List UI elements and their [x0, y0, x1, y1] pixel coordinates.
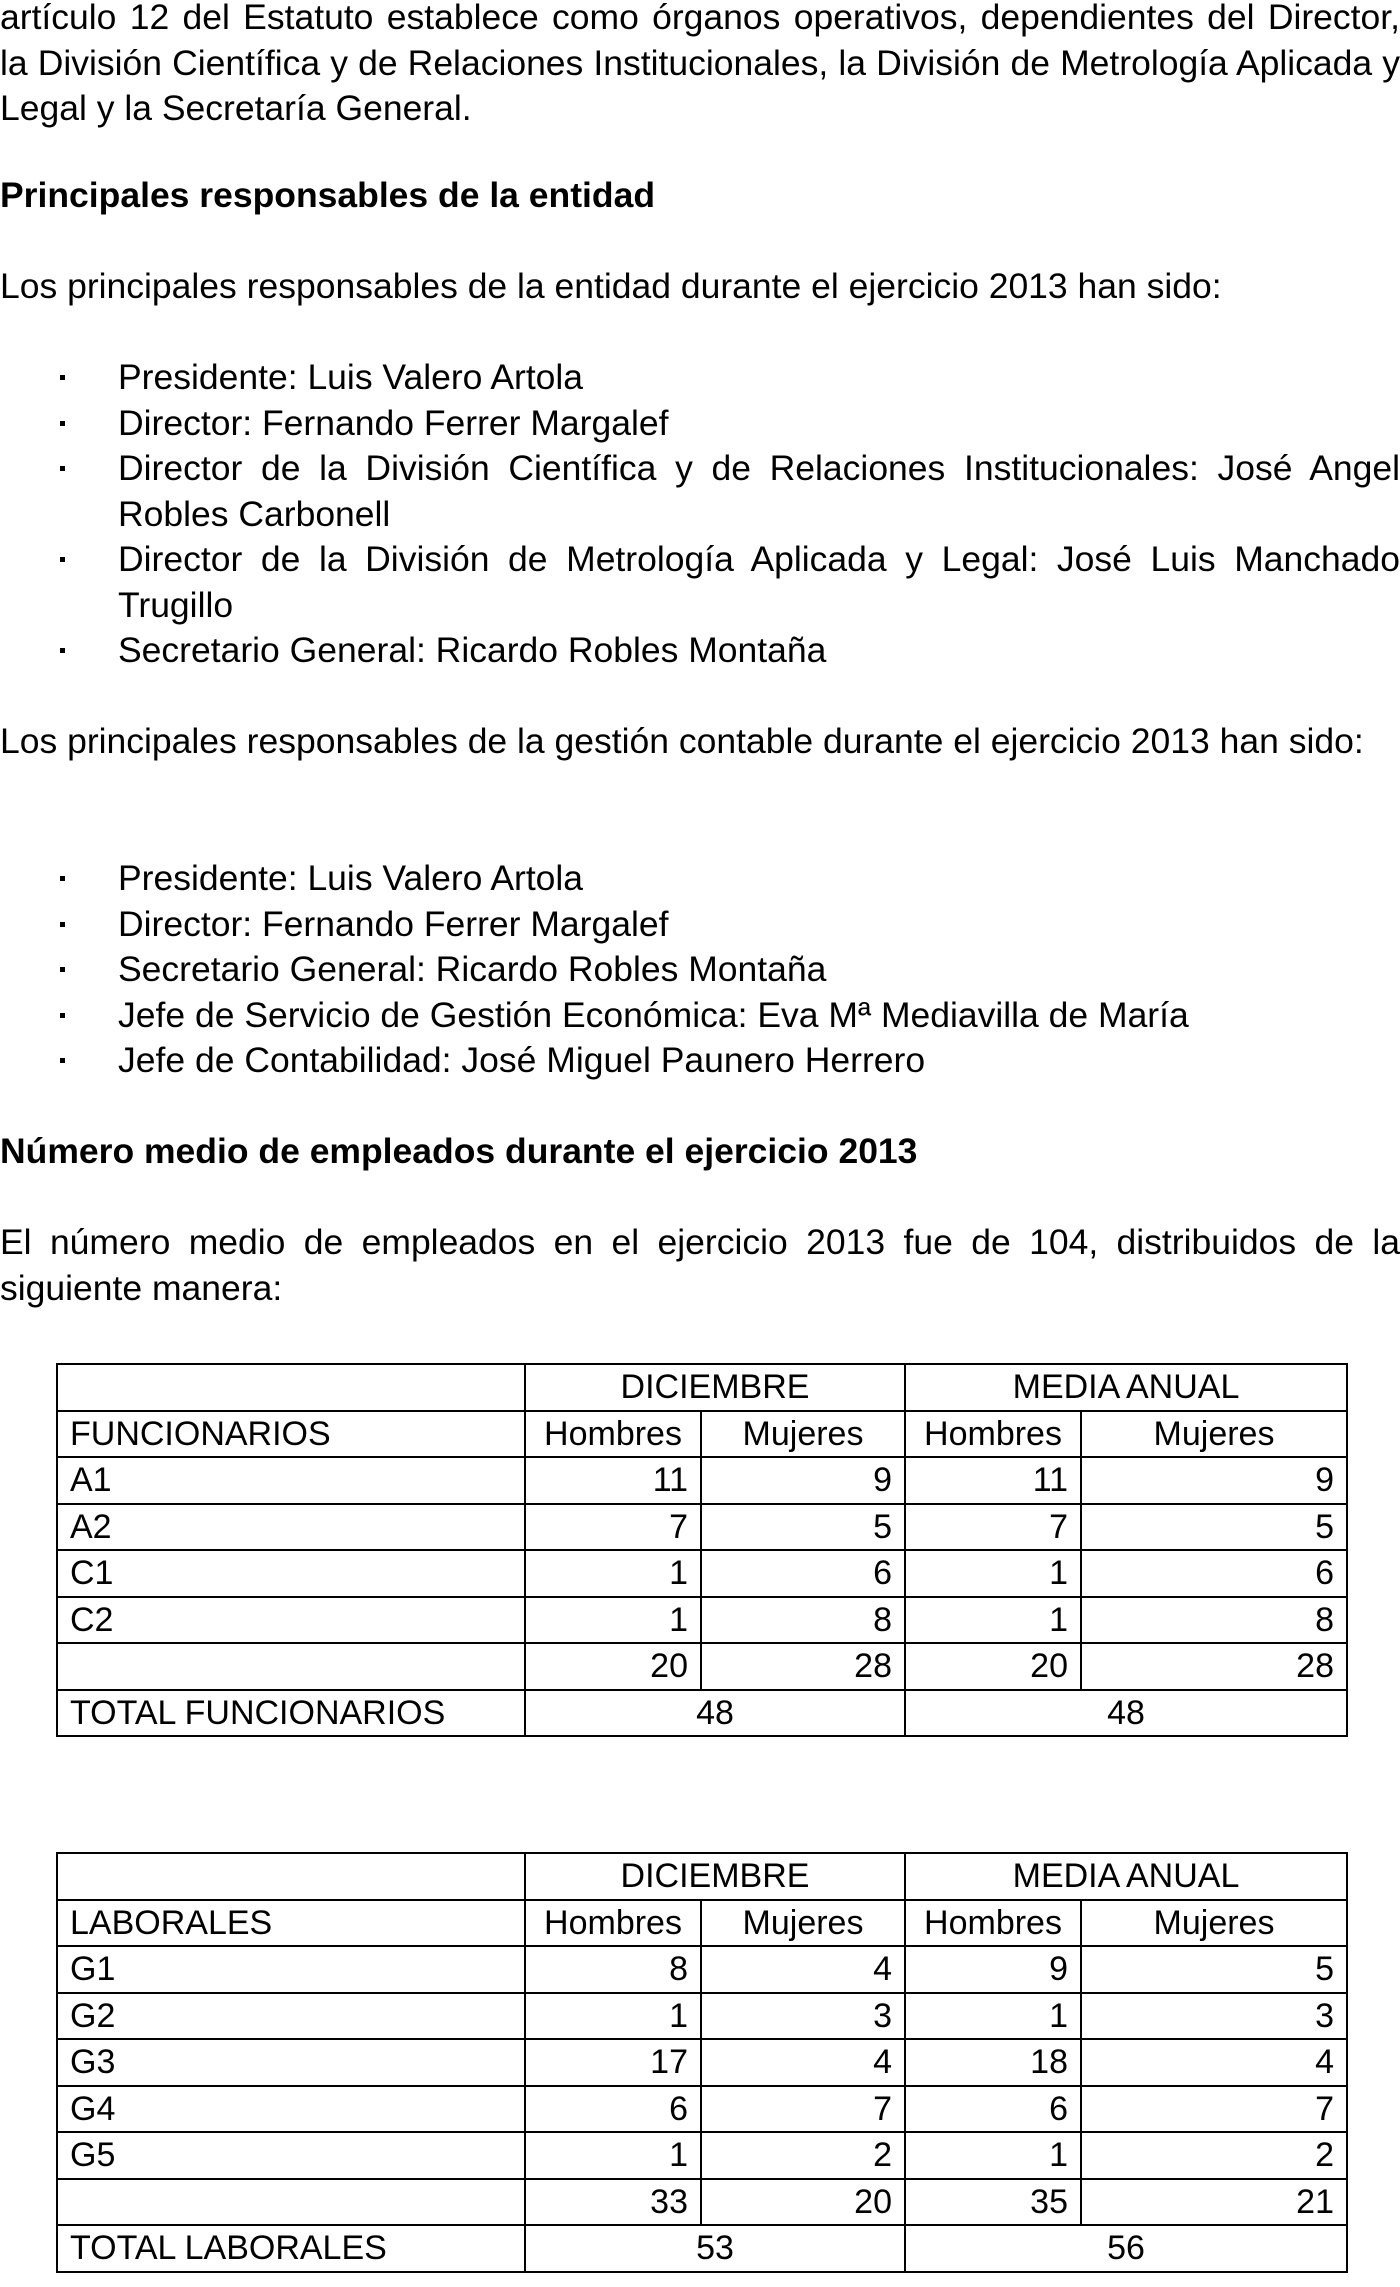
table-row: [57, 1993, 1347, 2040]
table-cell: [57, 1853, 525, 1900]
table-cell: 18: [905, 2039, 1081, 2086]
table-cell: 1: [525, 1597, 701, 1644]
table-cell: 5: [1081, 1504, 1347, 1551]
table-cell: 8: [701, 1597, 905, 1644]
column-header: Mujeres: [1081, 1411, 1347, 1458]
table-cell: 7: [525, 1504, 701, 1551]
table-cell: 4: [1081, 2039, 1347, 2086]
table-cell: 1: [525, 1550, 701, 1597]
table-cell: 9: [701, 1457, 905, 1504]
table-cell: 1: [905, 1993, 1081, 2040]
table-cell: 1: [525, 2132, 701, 2179]
table-cell: 21: [1081, 2179, 1347, 2226]
table-cell: 7: [1081, 2086, 1347, 2133]
table-cell: 7: [905, 1504, 1081, 1551]
list-item: Secretario General: Ricardo Robles Montaña: [0, 947, 1400, 993]
bullet-icon: [60, 922, 65, 927]
table-cell: 11: [905, 1457, 1081, 1504]
laborales-table: [56, 1852, 1348, 2273]
table-row: [57, 1550, 1347, 1597]
table-cell: [57, 1643, 525, 1690]
row-label: G4: [57, 2086, 525, 2133]
table-cell: 8: [1081, 1597, 1347, 1644]
row-label: G5: [57, 2132, 525, 2179]
table-row: [57, 2132, 1347, 2179]
row-label: A2: [57, 1504, 525, 1551]
table-cell: 1: [905, 2132, 1081, 2179]
table-cell: 2: [1081, 2132, 1347, 2179]
column-header: Mujeres: [701, 1900, 905, 1947]
row-label: C2: [57, 1597, 525, 1644]
bullet-icon: [60, 648, 65, 653]
row-label: A1: [57, 1457, 525, 1504]
list-item: Director de la División Científica y de Relaciones Institucionales: José Angel Robles Carbonell: [0, 446, 1400, 537]
list-item: Director: Fernando Ferrer Margalef: [0, 902, 1400, 948]
table-row: [57, 1597, 1347, 1644]
bullet-icon: [60, 421, 65, 426]
gestion-contable-lead: Los principales responsables de la gestión contable durante el ejercicio 2013 han sido:: [0, 721, 1364, 761]
responsables-list: [0, 355, 1400, 674]
table-cell: 20: [905, 1643, 1081, 1690]
table-cell: 6: [905, 2086, 1081, 2133]
row-label: G1: [57, 1946, 525, 1993]
table-cell: 7: [701, 2086, 905, 2133]
column-header: Mujeres: [701, 1411, 905, 1458]
table-cell: 17: [525, 2039, 701, 2086]
table-cell: 20: [701, 2179, 905, 2226]
total-label: TOTAL LABORALES: [57, 2225, 525, 2272]
heading-responsables: Principales responsables de la entidad: [0, 175, 656, 215]
row-label: G2: [57, 1993, 525, 2040]
table-cell: 6: [525, 2086, 701, 2133]
list-item: Jefe de Servicio de Gestión Económica: Eva Mª Mediavilla de María: [0, 993, 1400, 1039]
list-item: Director: Fernando Ferrer Margalef: [0, 401, 1400, 447]
table-cell: 11: [525, 1457, 701, 1504]
empleados-lead: El número medio de empleados en el ejercicio 2013 fue de 104, distribuidos de la siguiente manera:: [0, 1222, 1400, 1308]
total-value: 48: [525, 1690, 905, 1737]
table-cell: 2: [701, 2132, 905, 2179]
total-label: TOTAL FUNCIONARIOS: [57, 1690, 525, 1737]
funcionarios-table: [56, 1363, 1348, 1737]
table-row: [57, 2039, 1347, 2086]
column-header: Hombres: [525, 1900, 701, 1947]
table-cell: 4: [701, 1946, 905, 1993]
table-cell: 28: [701, 1643, 905, 1690]
category-label: FUNCIONARIOS: [57, 1411, 525, 1458]
bullet-icon: [60, 967, 65, 972]
bullet-icon: [60, 876, 65, 881]
column-group-header: DICIEMBRE: [525, 1853, 905, 1900]
total-row: [57, 2225, 1347, 2272]
subtotal-row: [57, 2179, 1347, 2226]
column-header: Hombres: [905, 1411, 1081, 1458]
row-label: G3: [57, 2039, 525, 2086]
table-cell: 9: [905, 1946, 1081, 1993]
total-value: 48: [905, 1690, 1347, 1737]
column-group-header: DICIEMBRE: [525, 1364, 905, 1411]
column-header: Mujeres: [1081, 1900, 1347, 1947]
column-header: Hombres: [905, 1900, 1081, 1947]
table-header-row: [57, 1364, 1347, 1411]
list-item: Jefe de Contabilidad: José Miguel Paunero Herrero: [0, 1038, 1400, 1084]
table-cell: 28: [1081, 1643, 1347, 1690]
table-header-row: [57, 1900, 1347, 1947]
table-cell: 8: [525, 1946, 701, 1993]
table-row: [57, 1457, 1347, 1504]
table-cell: 33: [525, 2179, 701, 2226]
responsables-lead: Los principales responsables de la entidad durante el ejercicio 2013 han sido:: [0, 266, 1222, 306]
column-group-header: MEDIA ANUAL: [905, 1364, 1347, 1411]
bullet-icon: [60, 466, 65, 471]
list-item: Director de la División de Metrología Aplicada y Legal: José Luis Manchado Trugillo: [0, 537, 1400, 628]
category-label: LABORALES: [57, 1900, 525, 1947]
gestion-contable-list: [0, 856, 1400, 1084]
table-cell: 6: [701, 1550, 905, 1597]
list-item: Presidente: Luis Valero Artola: [0, 355, 1400, 401]
table-cell: 3: [701, 1993, 905, 2040]
total-value: 53: [525, 2225, 905, 2272]
table-cell: 6: [1081, 1550, 1347, 1597]
bullet-icon: [60, 1013, 65, 1018]
bullet-icon: [60, 375, 65, 380]
column-group-header: MEDIA ANUAL: [905, 1853, 1347, 1900]
table-row: [57, 1946, 1347, 1993]
total-row: [57, 1690, 1347, 1737]
table-cell: 3: [1081, 1993, 1347, 2040]
table-header-row: [57, 1853, 1347, 1900]
table-cell: 20: [525, 1643, 701, 1690]
total-value: 56: [905, 2225, 1347, 2272]
table-cell: 5: [701, 1504, 905, 1551]
list-item: Secretario General: Ricardo Robles Montaña: [0, 628, 1400, 674]
intro-paragraph: artículo 12 del Estatuto establece como órganos operativos, dependientes del Director, la División Científica y de Relaciones Institucionales, la División de Metrología Aplicada y Legal y la Secretaría General.: [0, 0, 1400, 128]
column-header: Hombres: [525, 1411, 701, 1458]
subtotal-row: [57, 1643, 1347, 1690]
table-cell: 9: [1081, 1457, 1347, 1504]
table-cell: 5: [1081, 1946, 1347, 1993]
table-header-row: [57, 1411, 1347, 1458]
table-cell: 4: [701, 2039, 905, 2086]
bullet-icon: [60, 557, 65, 562]
table-cell: 1: [905, 1597, 1081, 1644]
table-row: [57, 2086, 1347, 2133]
table-row: [57, 1504, 1347, 1551]
table-cell: [57, 1364, 525, 1411]
heading-empleados: Número medio de empleados durante el ejercicio 2013: [0, 1131, 918, 1171]
bullet-icon: [60, 1058, 65, 1063]
table-cell: 1: [525, 1993, 701, 2040]
table-cell: 35: [905, 2179, 1081, 2226]
list-item: Presidente: Luis Valero Artola: [0, 856, 1400, 902]
table-cell: 1: [905, 1550, 1081, 1597]
table-cell: [57, 2179, 525, 2226]
row-label: C1: [57, 1550, 525, 1597]
